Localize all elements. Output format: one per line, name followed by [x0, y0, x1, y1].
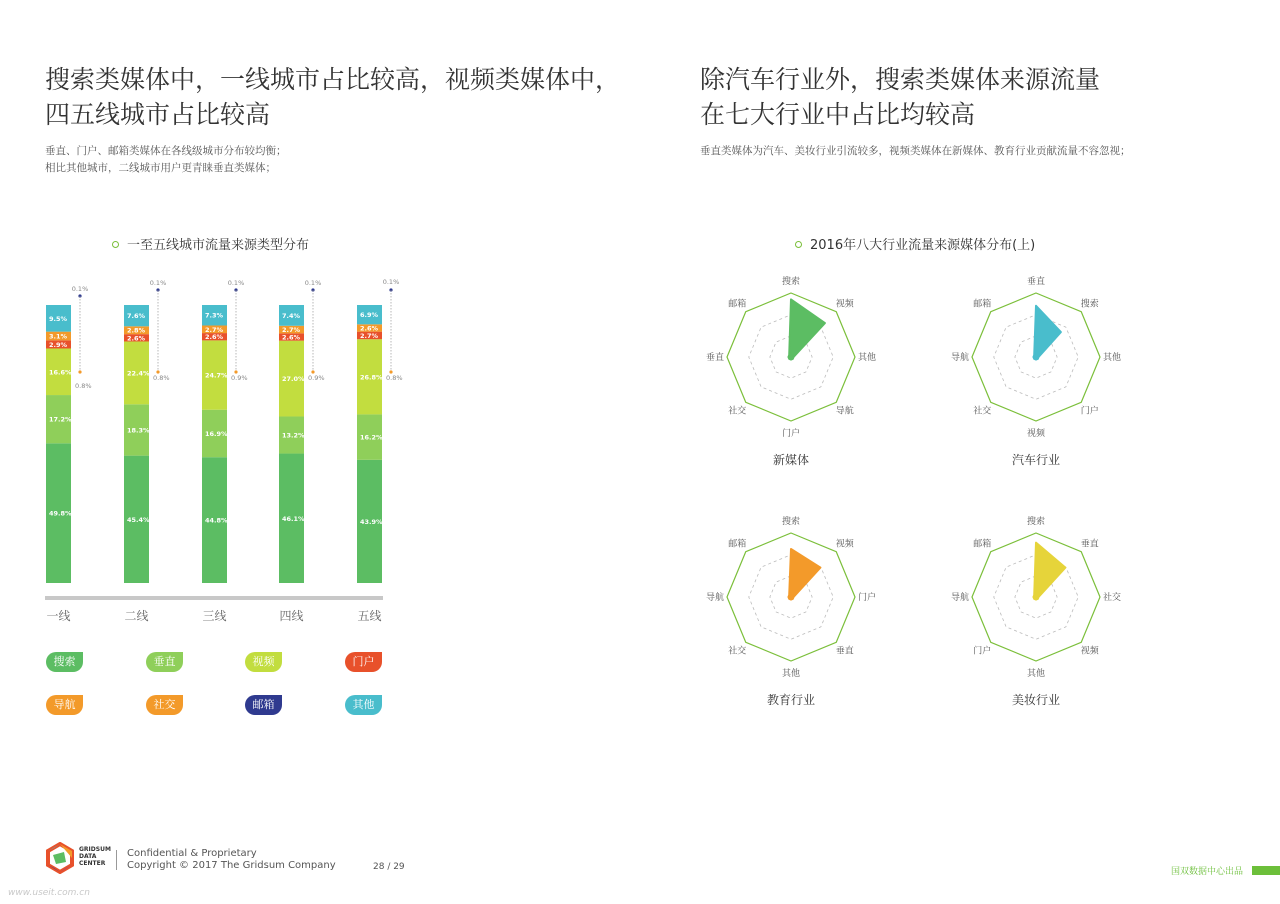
bar-category-label: 四线: [279, 609, 304, 623]
bar-small-label-mail: 0.1%: [149, 279, 167, 287]
bar-small-label-mail: 0.1%: [227, 279, 245, 287]
bar-data-label: 43.9%: [360, 517, 383, 526]
logo-text: [79, 846, 111, 867]
bar-data-label: 2.6%: [127, 334, 146, 343]
radar-axis-label: 视频: [1080, 646, 1099, 657]
gridsum-logo-icon: [44, 842, 76, 874]
bar-data-label: 2.6%: [282, 333, 301, 342]
radar-axis-label: 社交: [973, 406, 992, 417]
left-sub-line1: 垂直、门户、邮箱类媒体在各线级城市分布较均衡；: [45, 145, 287, 157]
radar-axis-label: 社交: [728, 406, 747, 417]
radar-axis-label: 导航: [835, 406, 854, 417]
bar-small-label-social: 0.8%: [75, 382, 92, 390]
bar-small-label-social: 0.9%: [308, 374, 325, 382]
bar-data-label: 2.7%: [205, 325, 224, 334]
radar-chart-name: 教育行业: [766, 693, 816, 707]
radar-axis-label: 社交: [728, 646, 747, 657]
radar-area-美妆行业: [1033, 543, 1065, 600]
bar-data-label: 17.2%: [49, 415, 72, 424]
radar-axis-label: 搜索: [1026, 517, 1046, 527]
footer-divider: [116, 850, 117, 870]
logo-line3: CENTER: [79, 860, 106, 867]
bar-small-label-mail: 0.1%: [382, 278, 400, 286]
bar-small-label-mail: 0.1%: [304, 279, 322, 287]
bar-data-label: 2.9%: [49, 340, 68, 349]
radar-axis-label: 导航: [950, 353, 970, 363]
logo-line1: GRIDSUM: [79, 846, 111, 853]
bar-data-label: 2.8%: [127, 326, 146, 335]
radar-axis-label: 垂直: [705, 353, 725, 363]
radar-axis-label: 垂直: [835, 646, 854, 657]
right-sub-line1: 垂直类媒体为汽车、美妆行业引流较多，视频类媒体在新媒体、教育行业贡献流量不容忽视；: [700, 145, 1131, 157]
legend-item-垂直: 垂直: [146, 652, 183, 672]
brand-bar: [1252, 866, 1280, 875]
radar-axis-label: 其他: [781, 669, 801, 679]
radar-axis-label: 导航: [705, 593, 725, 603]
bar-data-label: 9.5%: [49, 314, 68, 323]
radar-axis-label: 社交: [1102, 593, 1122, 603]
bar-small-label-mail: 0.1%: [71, 285, 89, 293]
legend-item-其他: 其他: [345, 695, 382, 715]
bar-data-label: 27.0%: [282, 375, 305, 384]
bar-data-label: 2.6%: [360, 324, 379, 333]
page-number: 28 / 29: [373, 862, 405, 872]
radar-axis-label: 垂直: [1026, 277, 1046, 287]
bar-data-label: 2.7%: [360, 331, 379, 340]
bar-data-label: 2.6%: [205, 333, 224, 342]
radar-axis-label: 其他: [857, 353, 877, 363]
left-title-line1: 搜索类媒体中，一线城市占比较高，视频类媒体中，: [45, 65, 621, 94]
legend-item-邮箱: 邮箱: [245, 695, 282, 715]
brand-credit: 国双数据中心出品: [1171, 867, 1244, 877]
bar-baseline: [45, 596, 383, 600]
radar-chart-name: 汽车行业: [1011, 453, 1061, 467]
radar-axis-label: 视频: [835, 539, 854, 550]
bar-data-label: 7.4%: [282, 311, 301, 320]
footer-copyright: Copyright © 2017 The Gridsum Company: [127, 860, 336, 871]
radar-chart-name: 美妆行业: [1011, 693, 1061, 707]
radar-axis-label: 搜索: [781, 277, 801, 287]
radar-axis-label: 门户: [857, 593, 877, 603]
legend-item-搜索: 搜索: [46, 652, 83, 672]
radar-area-新媒体: [788, 299, 825, 359]
radar-axis-label: 邮箱: [973, 299, 992, 310]
radar-chart-name: 新媒体: [772, 453, 810, 467]
bar-data-label: 7.6%: [127, 312, 146, 321]
watermark: www.useit.com.cn: [8, 888, 90, 898]
bar-data-label: 45.4%: [127, 515, 150, 524]
bar-data-label: 16.2%: [360, 433, 383, 442]
radar-axis-label: 邮箱: [728, 539, 747, 550]
radar-axis-label: 搜索: [781, 517, 801, 527]
bar-small-label-social: 0.8%: [153, 374, 170, 382]
radar-axis-label: 导航: [950, 593, 970, 603]
radar-area-教育行业: [788, 549, 820, 600]
bar-data-label: 7.3%: [205, 311, 224, 320]
right-title-line2: 在七大行业中占比均较高: [700, 100, 976, 129]
bar-data-label: 16.6%: [49, 368, 72, 377]
bar-data-label: 22.4%: [127, 369, 150, 378]
bar-data-label: 3.1%: [49, 332, 68, 341]
legend-item-社交: 社交: [146, 695, 183, 715]
bar-small-label-social: 0.8%: [386, 374, 403, 382]
bar-data-label: 44.8%: [205, 516, 228, 525]
left-sub-line2: 相比其他城市，二线城市用户更青睐垂直类媒体；: [45, 162, 276, 174]
radar-axis-label: 垂直: [1080, 539, 1099, 550]
legend-item-视频: 视频: [245, 652, 282, 672]
radar-axis-label: 视频: [835, 299, 854, 310]
bar-category-label: 一线: [46, 609, 71, 623]
footer-confidential: Confidential & Proprietary: [127, 848, 257, 859]
bar-category-label: 三线: [202, 609, 227, 623]
bar-chart-title-text: 一至五线城市流量来源类型分布: [127, 238, 310, 253]
radar-axis-label: 邮箱: [728, 299, 747, 310]
bar-category-label: 五线: [357, 609, 382, 623]
bar-category-label: 二线: [124, 609, 149, 623]
bar-data-label: 13.2%: [282, 431, 305, 440]
bar-data-label: 16.9%: [205, 429, 228, 438]
bar-small-label-social: 0.9%: [231, 374, 248, 382]
legend-item-导航: 导航: [46, 695, 83, 715]
legend-item-门户: 门户: [345, 652, 382, 672]
radar-axis-label: 视频: [1026, 429, 1046, 439]
radar-chart-title-text: 2016年八大行业流量来源媒体分布(上): [810, 238, 1036, 253]
bar-social-dot: [78, 370, 81, 373]
radar-axis-label: 其他: [1026, 669, 1046, 679]
radar-axis-label: 邮箱: [973, 539, 992, 550]
bar-data-label: 24.7%: [205, 371, 228, 380]
bar-data-label: 49.8%: [49, 509, 72, 518]
radar-axis-label: 门户: [781, 429, 801, 439]
right-title-line1: 除汽车行业外，搜索类媒体来源流量: [700, 65, 1101, 94]
bar-data-label: 46.1%: [282, 514, 305, 523]
bar-data-label: 26.8%: [360, 373, 383, 382]
footer-legal: [127, 848, 336, 872]
radar-area-汽车行业: [1033, 306, 1060, 360]
bar-data-label: 2.7%: [282, 326, 301, 335]
radar-axis-label: 其他: [1102, 353, 1122, 363]
radar-axis-label: 门户: [973, 646, 992, 657]
logo-line2: DATA: [79, 853, 97, 860]
left-title-line2: 四五线城市占比较高: [45, 100, 271, 129]
radar-axis-label: 门户: [1080, 406, 1099, 417]
bar-data-label: 18.3%: [127, 426, 150, 435]
radar-axis-label: 搜索: [1080, 299, 1099, 310]
bar-data-label: 6.9%: [360, 311, 379, 320]
